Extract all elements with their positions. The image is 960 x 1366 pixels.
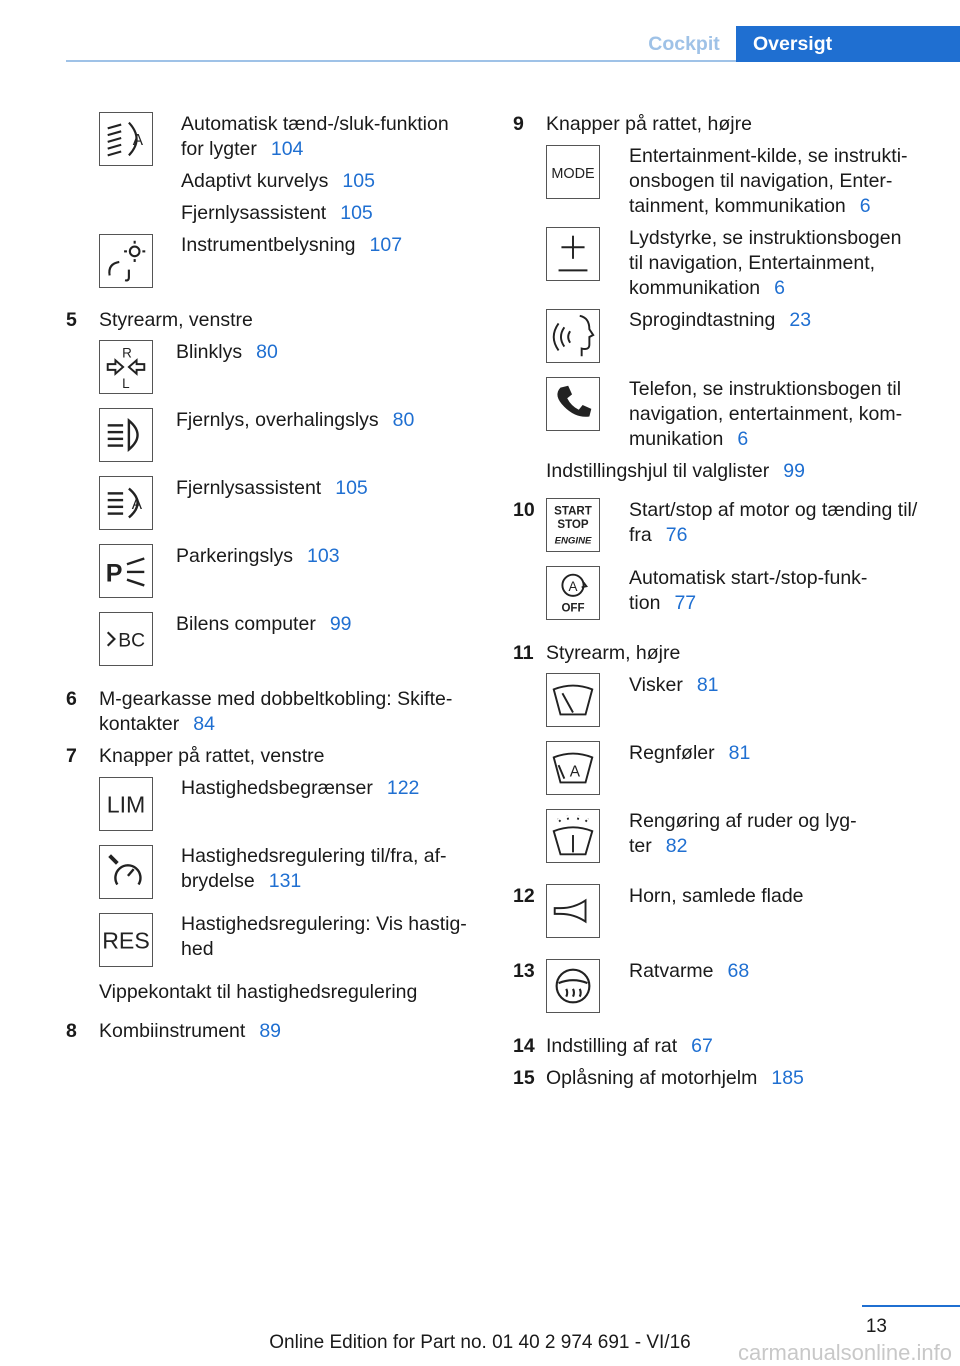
resume-line2: hed — [181, 938, 214, 960]
item-number: 13 — [513, 960, 535, 982]
volume-line2: til navigation, Entertainment, — [629, 252, 876, 274]
phone-line1: Telefon, se instruktionsbogen til — [629, 378, 902, 400]
item-number: 12 — [513, 885, 535, 907]
volume-line1: Lydstyrke, se instruktionsbogen — [629, 227, 902, 249]
svg-text:R: R — [122, 345, 132, 361]
auto-start-stop-off-icon — [546, 566, 600, 620]
tab-cockpit[interactable]: Cockpit — [648, 33, 720, 55]
page-ref-link[interactable]: 103 — [307, 545, 340, 567]
watermark: carmanualsonline.info — [737, 1340, 952, 1365]
board-computer-icon — [99, 612, 153, 666]
page-ref-link[interactable]: 77 — [674, 592, 697, 614]
footer-rule — [862, 1305, 960, 1307]
page-ref-link[interactable]: 76 — [665, 524, 688, 546]
steering-adjust-label: Indstilling af rat — [546, 1035, 678, 1057]
page-ref-link[interactable]: 99 — [329, 613, 352, 635]
speed-limiter-icon — [99, 777, 153, 831]
adaptive-curve-light-label: Adaptivt kurvelys — [181, 170, 329, 192]
resume-icon — [99, 913, 153, 967]
svg-text:L: L — [122, 376, 130, 392]
high-beam-assistant-icon — [99, 476, 153, 530]
auto-lights-line2: for lygter — [181, 138, 257, 160]
item-number: 8 — [66, 1020, 77, 1042]
auto-start-stop-line2: tion — [629, 592, 661, 614]
cruise-control-line1: Hastighedsregulering til/fra, af- — [181, 845, 447, 867]
start-stop-button-icon — [546, 498, 600, 552]
board-computer-label: Bilens computer — [176, 613, 316, 635]
page-ref-link[interactable]: 131 — [268, 870, 302, 892]
high-beam-assistant-label: Fjernlysassistent — [176, 477, 322, 499]
svg-text:P: P — [105, 559, 123, 588]
svg-text:A: A — [568, 579, 578, 595]
horn-icon — [546, 884, 600, 938]
page-ref-link[interactable]: 104 — [270, 138, 304, 160]
svg-text:BC: BC — [118, 630, 146, 652]
section-title: Knapper på rattet, højre — [546, 113, 752, 135]
rocker-switch-label: Vippekontakt til hastighedsregulering — [99, 981, 418, 1003]
volume-plus-minus-icon — [546, 227, 600, 281]
resume-line1: Hastighedsregulering: Vis hastig- — [181, 913, 467, 935]
section-title: Styrearm, højre — [546, 642, 681, 664]
tab-oversigt[interactable]: Oversigt — [736, 26, 960, 62]
svg-text:START: START — [554, 505, 592, 518]
high-beam-icon — [99, 408, 153, 462]
item-number: 5 — [66, 309, 77, 331]
svg-text:A: A — [131, 495, 143, 513]
auto-lights-line1: Automatisk tænd-/sluk-funktion — [181, 113, 449, 135]
instrument-lighting-icon — [99, 234, 153, 288]
thumbwheel-label: Indstillingshjul til valglister — [546, 460, 770, 482]
mode-line1: Entertainment-kilde, se instrukti- — [629, 145, 908, 167]
item-number: 10 — [513, 499, 535, 521]
washer-line1: Rengøring af ruder og lyg- — [629, 810, 857, 832]
edition-footer: Online Edition for Part no. 01 40 2 974 691 - VI/16 — [269, 1332, 691, 1353]
steering-heat-icon — [546, 959, 600, 1013]
start-stop-line1: Start/stop af motor og tænding til/ — [629, 499, 918, 521]
washer-line2: ter — [629, 835, 652, 857]
item-number: 14 — [513, 1035, 535, 1057]
item-number: 7 — [66, 745, 77, 767]
high-beam-label: Fjernlys, overhalingslys — [176, 409, 379, 431]
svg-text:MODE: MODE — [551, 165, 595, 182]
auto-headlight-icon — [99, 112, 153, 166]
section-title: Styrearm, venstre — [99, 309, 253, 331]
page-ref-link[interactable]: 105 — [335, 477, 368, 499]
high-beam-assistant-label: Fjernlysassistent — [181, 202, 327, 224]
item-number: 6 — [66, 688, 77, 710]
steering-heat-label: Ratvarme — [629, 960, 714, 982]
page-ref-link[interactable]: 82 — [665, 835, 688, 857]
page-ref-link[interactable]: 68 — [727, 960, 750, 982]
svg-text:ENGINE: ENGINE — [554, 535, 592, 547]
svg-text:RES: RES — [102, 927, 150, 954]
phone-line3: munikation — [629, 428, 724, 450]
section-title: M-gearkasse med dobbeltkobling: Skifte- — [99, 688, 453, 710]
svg-text:OFF: OFF — [561, 602, 585, 615]
page-ref-link[interactable]: 105 — [340, 202, 373, 224]
page-ref-link[interactable]: 6 — [774, 277, 785, 299]
turn-signal-label: Blinklys — [176, 341, 243, 363]
page-ref-link[interactable]: 105 — [342, 170, 375, 192]
start-stop-line2: fra — [629, 524, 652, 546]
rain-sensor-label: Regnføler — [629, 742, 715, 764]
page-ref-link[interactable]: 6 — [737, 428, 749, 450]
page-ref-link[interactable]: 67 — [691, 1035, 713, 1057]
speed-limiter-label: Hastighedsbegrænser — [181, 777, 373, 799]
phone-line2: navigation, entertainment, kom- — [629, 403, 903, 425]
page-ref-link[interactable]: 99 — [783, 460, 805, 482]
page-number: 13 — [865, 1316, 887, 1337]
page-ref-link[interactable]: 80 — [256, 341, 278, 363]
parking-light-icon — [99, 544, 153, 598]
page-ref-link[interactable]: 6 — [859, 195, 871, 217]
page-ref-link[interactable]: 23 — [789, 309, 812, 331]
rain-sensor-icon — [546, 741, 600, 795]
page-ref-link[interactable]: 81 — [728, 742, 751, 764]
voice-command-label: Sprogindtastning — [629, 309, 776, 331]
svg-text:LIM: LIM — [106, 791, 146, 818]
svg-text:A: A — [132, 131, 144, 149]
parking-light-label: Parkeringslys — [176, 545, 294, 567]
auto-start-stop-line1: Automatisk start-/stop-funk- — [629, 567, 868, 589]
page-ref-link[interactable]: 84 — [193, 713, 215, 735]
item-number: 11 — [513, 642, 534, 664]
svg-text:STOP: STOP — [557, 518, 589, 531]
voice-command-icon — [546, 309, 600, 363]
wiper-label: Visker — [629, 674, 683, 696]
svg-text:A: A — [569, 763, 581, 781]
item-number: 9 — [513, 113, 524, 135]
item-number: 15 — [513, 1067, 535, 1089]
page-ref-link[interactable]: 185 — [771, 1067, 804, 1089]
section-title-cont: kontakter — [99, 713, 180, 735]
page-ref-link[interactable]: 122 — [386, 777, 420, 799]
turn-signal-icon — [99, 340, 153, 394]
mode-button-icon — [546, 145, 600, 199]
instrument-lighting-label: Instrumentbelysning — [181, 234, 356, 256]
cruise-control-icon — [99, 845, 153, 899]
page-ref-link[interactable]: 81 — [696, 674, 719, 696]
section-title: Kombiinstrument — [99, 1020, 246, 1042]
page-ref-link[interactable]: 107 — [369, 234, 403, 256]
phone-icon — [546, 377, 600, 431]
horn-label: Horn, samlede flade — [629, 885, 804, 907]
mode-line2: onsbogen til navigation, Enter- — [629, 170, 893, 192]
wiper-icon — [546, 673, 600, 727]
page-ref-link[interactable]: 80 — [392, 409, 415, 431]
section-title: Knapper på rattet, venstre — [99, 745, 325, 767]
hood-release-label: Oplåsning af motorhjelm — [546, 1067, 758, 1089]
page-ref-link[interactable]: 89 — [259, 1020, 282, 1042]
volume-line3: kommunikation — [629, 277, 761, 299]
washer-icon — [546, 809, 600, 863]
cruise-control-line2: brydelse — [181, 870, 255, 892]
mode-line3: tainment, kommunikation — [629, 195, 846, 217]
